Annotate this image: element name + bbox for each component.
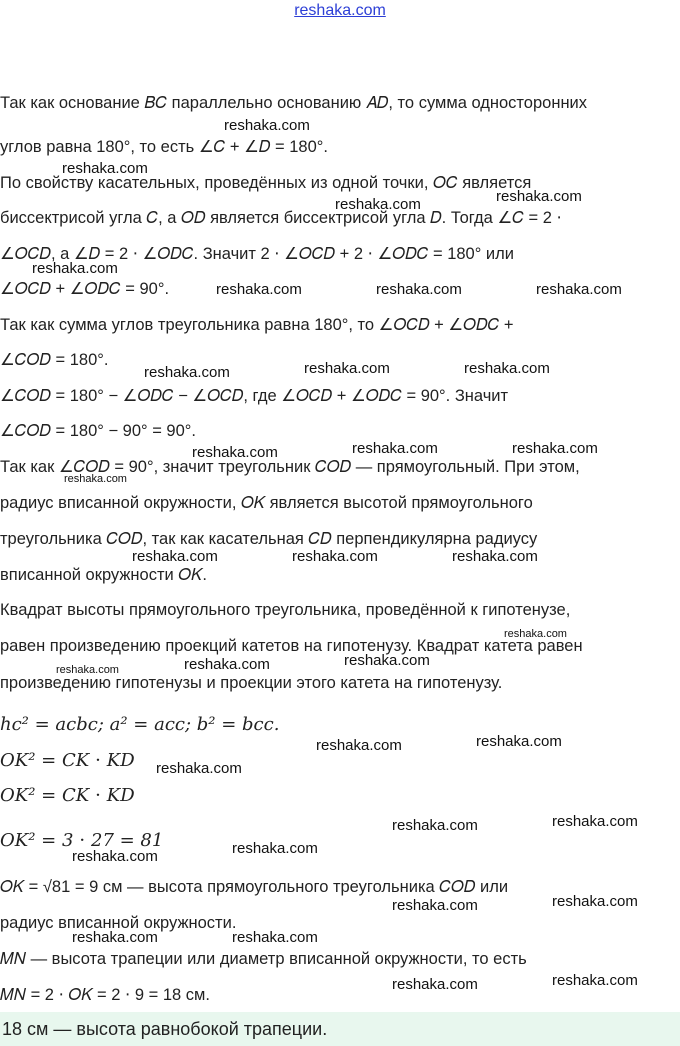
watermark: reshaka.com	[392, 976, 478, 993]
watermark: reshaka.com	[232, 840, 318, 857]
text-line: радиус вписанной окружности, 𝑂𝐾 является высотой прямоугольного	[0, 494, 533, 512]
watermark: reshaka.com	[216, 281, 302, 298]
watermark: reshaka.com	[392, 897, 478, 914]
watermark: reshaka.com	[72, 929, 158, 946]
watermark: reshaka.com	[292, 548, 378, 565]
text-line: биссектрисой угла 𝐶, а 𝑂𝐷 является биссектрисой угла 𝐷. Тогда ∠𝐶 = 2 ⋅	[0, 209, 562, 227]
watermark: reshaka.com	[536, 281, 622, 298]
text-line: произведению гипотенузы и проекции этого катета на гипотенузу.	[0, 674, 503, 692]
watermark: reshaka.com	[512, 440, 598, 457]
watermark: reshaka.com	[224, 117, 310, 134]
watermark: reshaka.com	[376, 281, 462, 298]
site-link[interactable]: reshaka.com	[294, 2, 386, 19]
watermark: reshaka.com	[304, 360, 390, 377]
answer-box: 18 см — высота равнобокой трапеции.	[0, 1012, 680, 1046]
text-line: радиус вписанной окружности.	[0, 914, 237, 932]
formula-line: ℎ𝑐² = 𝑎𝑐𝑏𝑐; 𝑎² = 𝑎𝑐𝑐; 𝑏² = 𝑏𝑐𝑐.	[0, 714, 280, 735]
text-line: 𝑂𝐾 = √81 = 9 см — высота прямоугольного треугольника 𝐶𝑂𝐷 или	[0, 878, 509, 896]
watermark: reshaka.com	[232, 929, 318, 946]
watermark: reshaka.com	[64, 473, 127, 485]
formula-line: 𝑂𝐾² = 3 ⋅ 27 = 81	[0, 830, 164, 851]
watermark: reshaka.com	[392, 817, 478, 834]
text-line: По свойству касательных, проведённых из одной точки, 𝑂𝐶 является	[0, 174, 532, 192]
watermark: reshaka.com	[552, 893, 638, 910]
watermark: reshaka.com	[316, 737, 402, 754]
text-line: ∠𝐶𝑂𝐷 = 180°.	[0, 351, 109, 369]
text-line: Так как ∠𝐶𝑂𝐷 = 90°, значит треугольник 𝐶𝑂𝐷 — прямоугольный. При этом,	[0, 458, 580, 476]
text-line: ∠𝑂𝐶𝐷, а ∠𝐷 = 2 ⋅ ∠𝑂𝐷𝐶. Значит 2 ⋅ ∠𝑂𝐶𝐷 + 2 ⋅ ∠𝑂𝐷𝐶 = 180° или	[0, 245, 514, 263]
text-line: ∠𝑂𝐶𝐷 + ∠𝑂𝐷𝐶 = 90°.	[0, 280, 170, 298]
watermark: reshaka.com	[62, 160, 148, 177]
watermark: reshaka.com	[476, 733, 562, 750]
text-line: Квадрат высоты прямоугольного треугольника, проведённой к гипотенузе,	[0, 601, 571, 619]
watermark: reshaka.com	[464, 360, 550, 377]
watermark: reshaka.com	[344, 652, 430, 669]
watermark: reshaka.com	[335, 196, 421, 213]
text-line: треугольника 𝐶𝑂𝐷, так как касательная 𝐶𝐷 перпендикулярна радиусу	[0, 530, 538, 548]
watermark: reshaka.com	[192, 444, 278, 461]
text-line: 𝑀𝑁 — высота трапеции или диаметр вписанной окружности, то есть	[0, 950, 527, 968]
watermark: reshaka.com	[452, 548, 538, 565]
watermark: reshaka.com	[56, 664, 119, 676]
watermark: reshaka.com	[552, 813, 638, 830]
watermark: reshaka.com	[156, 760, 242, 777]
text-line: ∠𝐶𝑂𝐷 = 180° − ∠𝑂𝐷𝐶 − ∠𝑂𝐶𝐷, где ∠𝑂𝐶𝐷 + ∠𝑂𝐷𝐶 = 90°. Значит	[0, 387, 509, 405]
text-line: углов равна 180°, то есть ∠𝐶 + ∠𝐷 = 180°.	[0, 138, 328, 156]
watermark: reshaka.com	[352, 440, 438, 457]
watermark: reshaka.com	[32, 260, 118, 277]
watermark: reshaka.com	[504, 628, 567, 640]
watermark: reshaka.com	[144, 364, 230, 381]
formula-line: 𝑂𝐾² = 𝐶𝐾 ⋅ 𝐾𝐷	[0, 750, 135, 771]
watermark: reshaka.com	[72, 848, 158, 865]
watermark: reshaka.com	[132, 548, 218, 565]
text-line: равен произведению проекций катетов на гипотенузу. Квадрат катета равен	[0, 637, 583, 655]
watermark: reshaka.com	[496, 188, 582, 205]
text-line: вписанной окружности 𝑂𝐾.	[0, 566, 207, 584]
text-line: Так как сумма углов треугольника равна 180°, то ∠𝑂𝐶𝐷 + ∠𝑂𝐷𝐶 +	[0, 316, 514, 334]
formula-line: 𝑂𝐾² = 𝐶𝐾 ⋅ 𝐾𝐷	[0, 785, 135, 806]
text-line: Так как основание 𝐵𝐶 параллельно основанию 𝐴𝐷, то сумма односторонних	[0, 94, 588, 112]
text-line: ∠𝐶𝑂𝐷 = 180° − 90° = 90°.	[0, 422, 196, 440]
text-line: 𝑀𝑁 = 2 ⋅ 𝑂𝐾 = 2 ⋅ 9 = 18 см.	[0, 986, 210, 1004]
watermark: reshaka.com	[552, 972, 638, 989]
watermark: reshaka.com	[184, 656, 270, 673]
